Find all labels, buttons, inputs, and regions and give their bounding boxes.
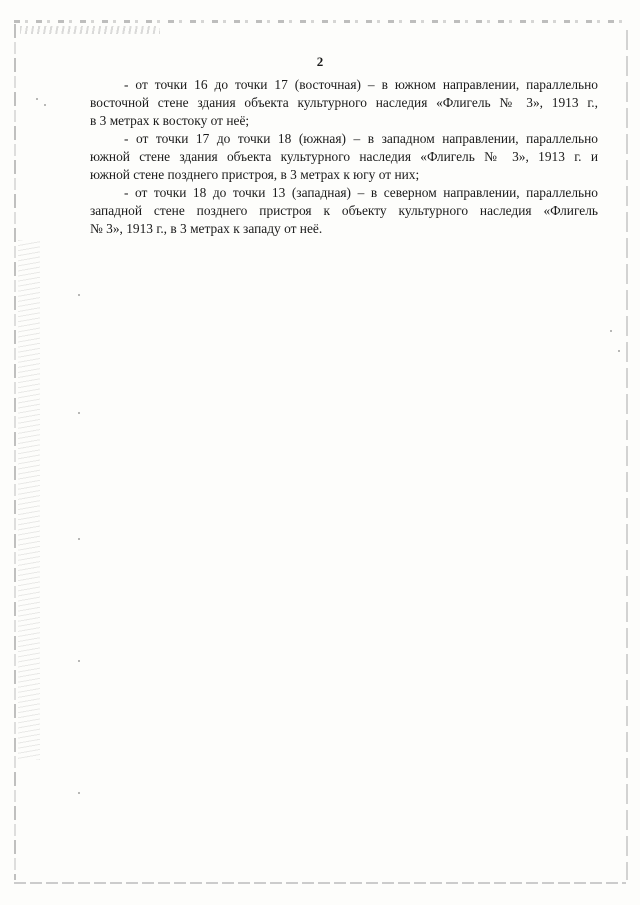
scan-noise-top	[20, 26, 160, 34]
paragraph-3-line-3: № 3», 1913 г., в 3 метрах к западу от неё.	[90, 221, 323, 236]
paragraph-3-line-1: - от точки 18 до точки 13 (западная) – в северном направлении, параллельно	[124, 185, 598, 200]
scan-speck	[78, 792, 80, 794]
page-number: 2	[316, 54, 324, 69]
scan-speck	[78, 660, 80, 662]
scan-edge-top	[14, 20, 626, 23]
scan-edge-right	[626, 30, 628, 880]
scan-speck	[44, 104, 46, 106]
paragraph-1-line-2: восточной стене здания объекта культурного наследия «Флигель № 3», 1913 г.,	[90, 95, 598, 110]
paragraph-2-line-1: - от точки 17 до точки 18 (южная) – в западном направлении, параллельно	[124, 131, 598, 146]
scan-speck	[610, 330, 612, 332]
scan-speck	[618, 350, 620, 352]
scan-speck	[36, 98, 38, 100]
paragraph-3-line-2: западной стене позднего пристроя к объекту культурного наследия «Флигель	[90, 203, 598, 218]
paragraph-2-line-2: южной стене здания объекта культурного наследия «Флигель № 3», 1913 г. и	[90, 149, 598, 164]
scan-speck	[78, 412, 80, 414]
scan-speck	[78, 294, 80, 296]
paragraph-1-line-3: в 3 метрах к востоку от неё;	[90, 113, 250, 128]
scan-edge-left	[14, 24, 16, 880]
scan-noise-left	[18, 240, 40, 760]
scan-speck	[78, 538, 80, 540]
scan-edge-bottom	[14, 882, 626, 884]
paragraph-1-line-1: - от точки 16 до точки 17 (восточная) – в южном направлении, параллельно	[124, 77, 598, 92]
paragraph-2-line-3: южной стене позднего пристроя, в 3 метрах к югу от них;	[90, 167, 420, 182]
